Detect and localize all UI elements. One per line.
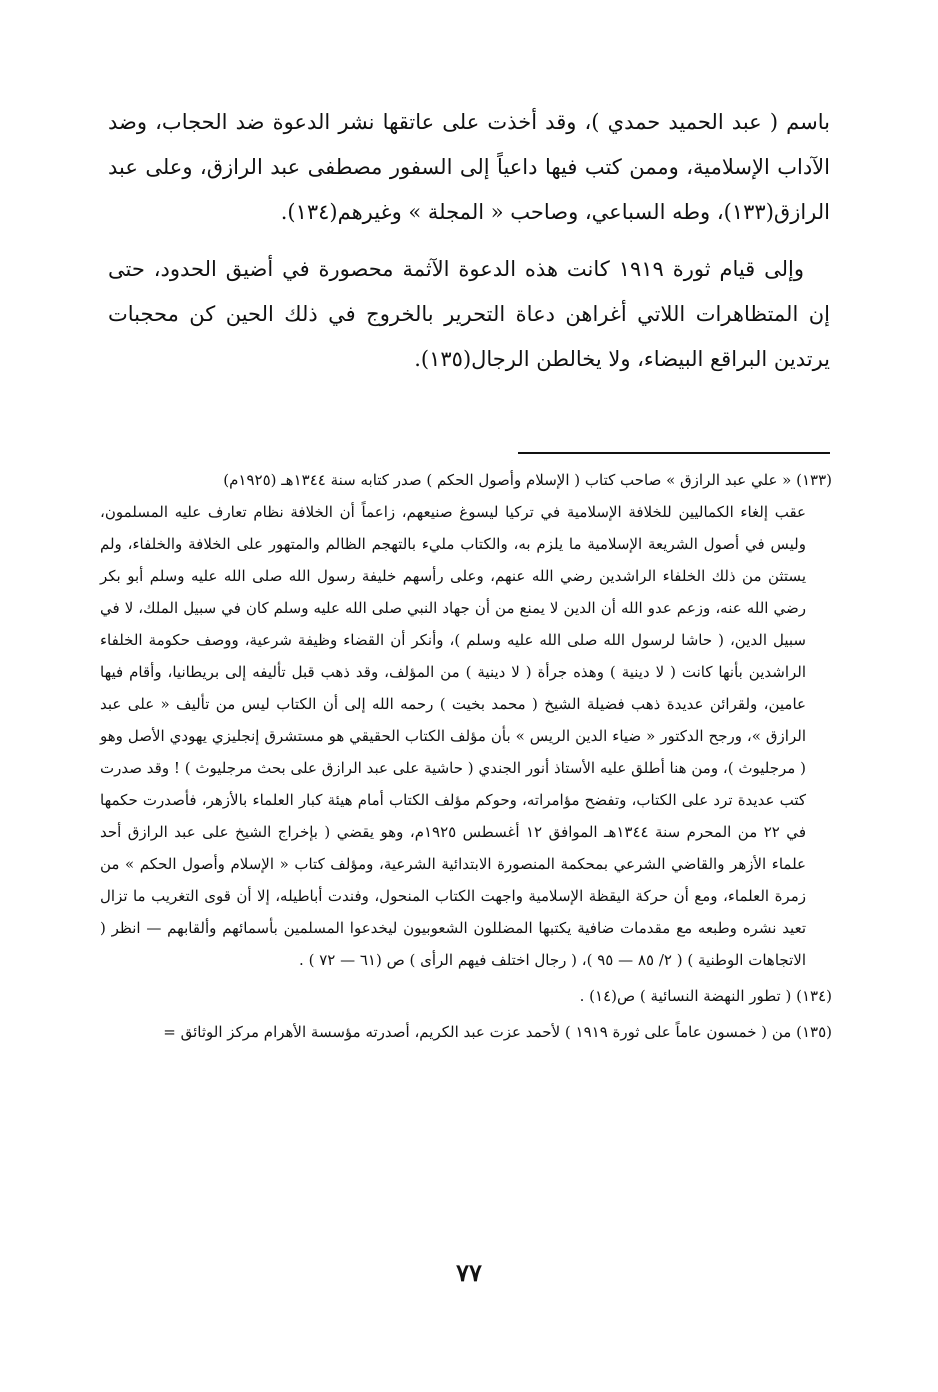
main-text (108, 100, 830, 382)
footnote-135: (١٣٥) من ( خمسون عاماً على ثورة ١٩١٩ ) لأحمد عزت عبد الكريم، أصدرته مؤسسة الأهرام مركز الوثائق = (163, 1023, 832, 1041)
footnote-133 (100, 464, 832, 976)
footnote-separator (518, 452, 830, 454)
footnote-133-body: عقب إلغاء الكماليين للخلافة الإسلامية في تركيا ليسوغ صنيعهم، زاعماً أن الخلافة نظام تعارف عليه المسلمون، وليس في أصول الشريعة الإسلامية ما يلزم به، والكتاب مليء بالتهجم الظالم والمتهور على الخلافة والخلفاء، ولم يستثن من ذلك الخلفاء الراشدين رضي الله عنهم، وعلى رأسهم خليفة رسول الله صلى الله عليه وسلم أبو بكر رضي الله عنه، وزعم عدو الله أن الدين لا يمنع من أن جهاد النبي صلى الله عليه وسلم كان في سبيل الملك، لا في سبيل الدين، ( حاشا لرسول الله صلى الله عليه وسلم )، وأنكر أن القضاء وظيفة شرعية، ووصف حكومة الخلفاء الراشدين بأنها كانت ( لا دينية ) وهذه جرأة ( لا دينية ) من المؤلف، وقد ذهب قبل تأليفه إلى بريطانيا، وأقام فيها عامين، ولقرائن عديدة ذهب فضيلة الشيخ ( محمد بخيت ) رحمه الله إلى أن الكتاب ليس من تأليف « على عبد الرازق »، ورجح الدكتور « ضياء الدين الريس » بأن مؤلف الكتاب الحقيقي هو مستشرق إنجليزي يهودي الأصل وهو ( مرجليوث )، ومن هنا أطلق عليه الأستاذ أنور الجندي ( حاشية على عبد الرازق على بحث مرجليوث ) ! وقد صدرت كتب عديدة ترد على الكتاب، وتفضح مؤامراته، وحوكم مؤلف الكتاب أمام هيئة كبار العلماء بالأزهر، فأصدرت حكمها في ٢٢ من المحرم سنة ١٣٤٤هـ الموافق ١٢ أغسطس ١٩٢٥م، وهو يقضي ( بإخراج الشيخ على عبد الرازق أحد علماء الأزهر والقاضي الشرعي بمحكمة المنصورة الابتدائية الشرعية، ومؤلف كتاب « الإسلام وأصول الحكم » من زمرة العلماء، ومع أن حركة اليقظة الإسلامية واجهت الكتاب المنحول، وفندت أباطيله، إلا أن قوى التغريب ما تزال تعيد نشره وطبعه مع مقدمات ضافية يكتبها المضللون الشعوبيون ليخدعوا المسلمين بأسمائهم وألقابهم — انظر ( الاتجاهات الوطنية ) ( ٢/ ٨٥ — ٩٥ )، ( رجال اختلف فيهم الرأى ) ص (٦١ — ٧٢ ) . (100, 503, 806, 969)
footnote-134: (١٣٤) ( تطور النهضة النسائية ) ص(١٤) . (579, 987, 832, 1005)
page-number: ٧٧ (456, 1258, 482, 1287)
paragraph-1: باسم ( عبد الحميد حمدي )، وقد أخذت على عاتقها نشر الدعوة ضد الحجاب، وضد الآداب الإسلامية، وممن كتب فيها داعياً إلى السفور مصطفى عبد الرازق، وعلى عبد الرازق(١٣٣)، وطه السباعي، وصاحب « المجلة » وغيرهم(١٣٤). (108, 110, 830, 224)
footnote-133-heading: (١٣٣) « علي عبد الرازق » صاحب كتاب ( الإسلام وأصول الحكم ) صدر كتابه سنة ١٣٤٤هـ (١٩٢٥م) (223, 471, 832, 489)
footnotes (100, 464, 832, 1052)
paragraph-2: وإلى قيام ثورة ١٩١٩ كانت هذه الدعوة الآثمة محصورة في أضيق الحدود، حتى إن المتظاهرات اللاتي أغراهن دعاة التحرير بالخروج في ذلك الحين كن محجبات يرتدين البراقع البيضاء، ولا يخالطن الرجال(١٣٥). (108, 257, 830, 371)
